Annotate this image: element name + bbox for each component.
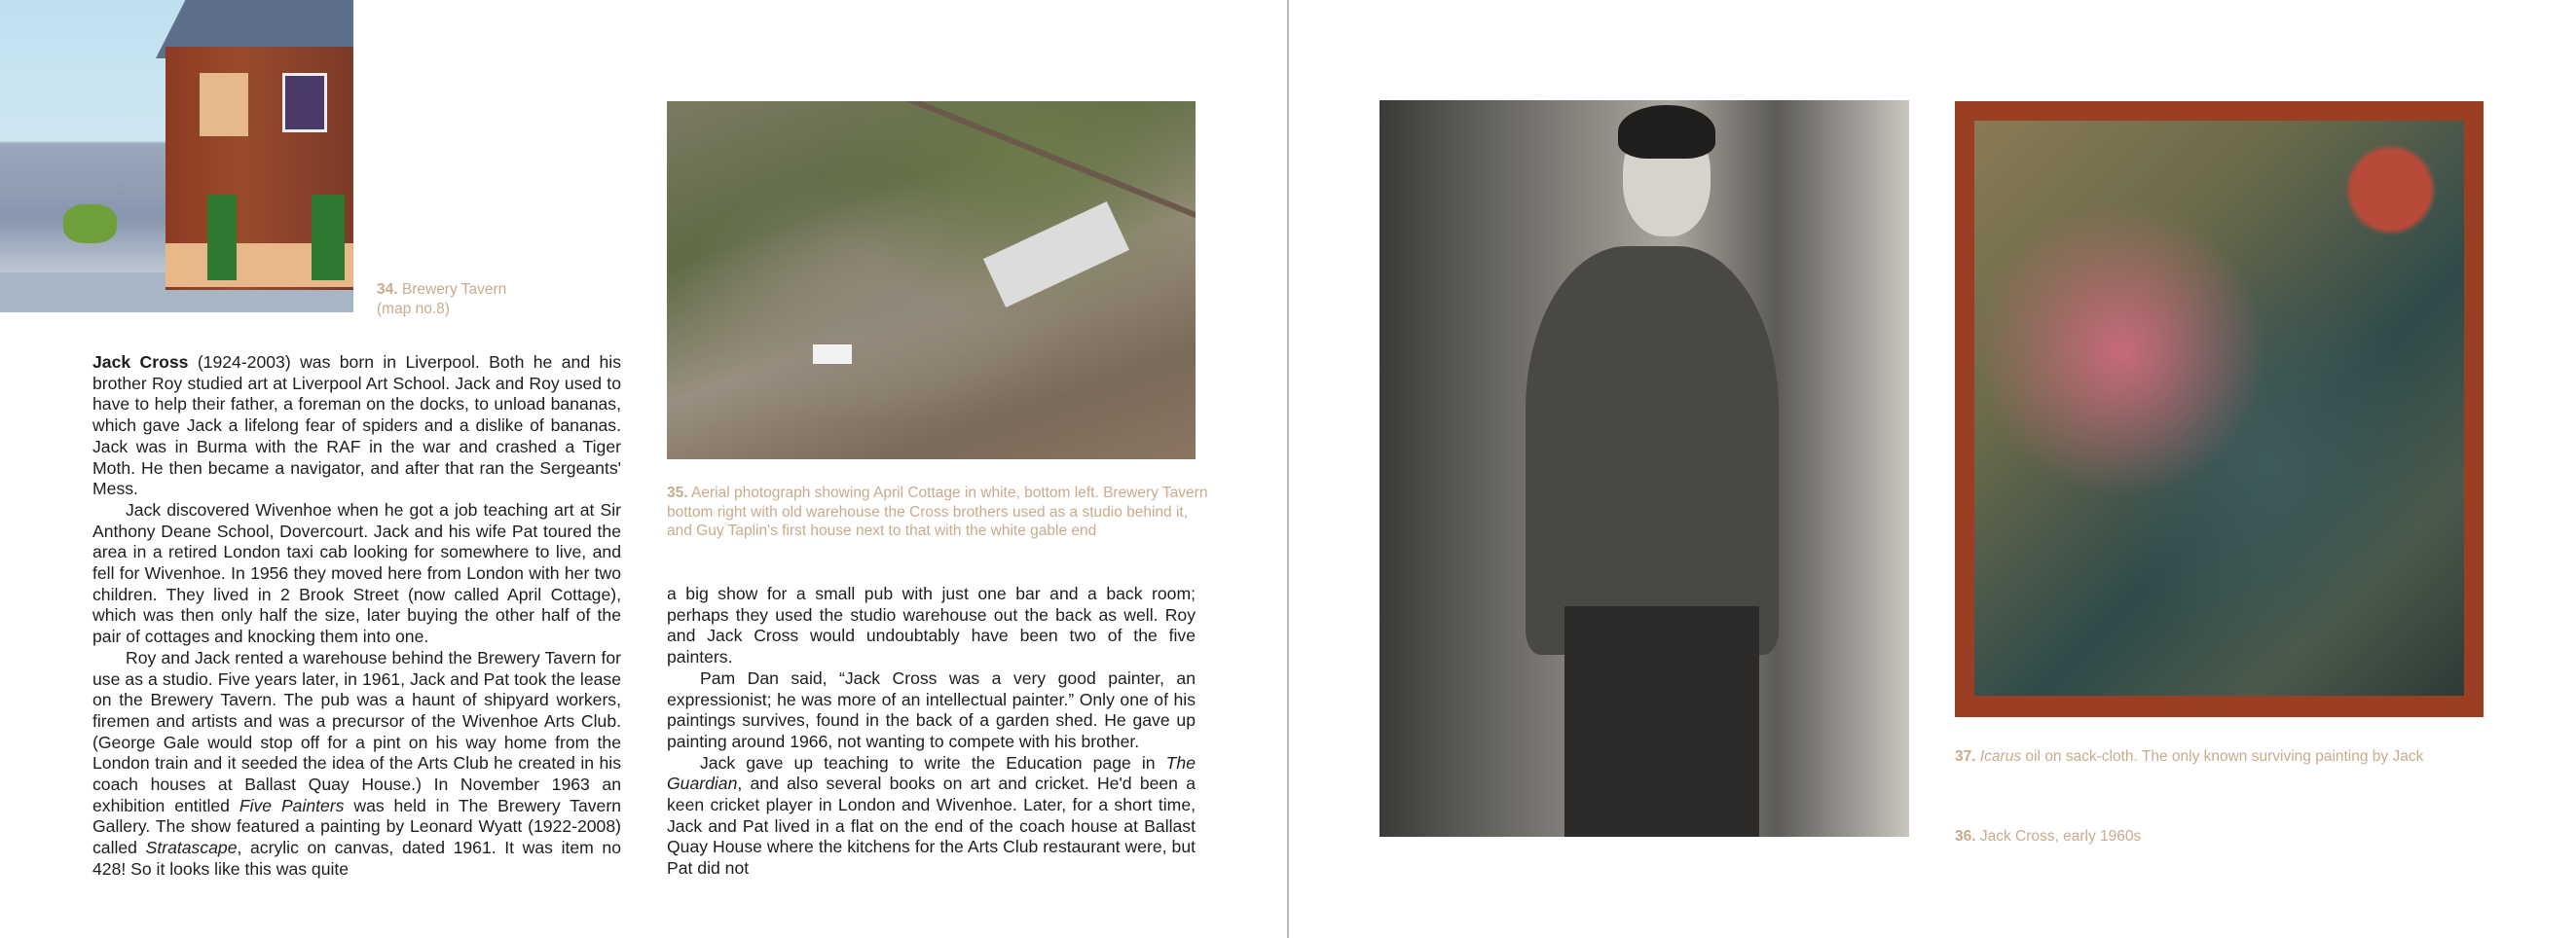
bush: [63, 204, 117, 243]
newspaper-title: The Guardian: [667, 752, 1196, 794]
paragraph: Jack discovered Wivenhoe when he got a job teaching art at Sir Anthony Deane School, Dovercourt. Jack and his wife Pat toured the area in a retired London taxi cab looking for somewhere to live, and fell for Wivenhoe. In 1956 they moved here from London with her two children. They lived in 2 Brook Street (now called April Cottage), which was then only half the size, later buying the other half of the pair of cottages and knocking them into one.: [92, 499, 621, 647]
figure-number: 36.: [1955, 828, 1976, 845]
body-column-2: [667, 584, 1196, 880]
figure-number: 37.: [1955, 748, 1976, 765]
caption-text: Jack Cross, early 1960s: [1979, 828, 2142, 845]
caption-text-line2: (map no.8): [377, 300, 450, 317]
paragraph-text: was held in The Brewery Tavern Gallery. The show featured a painting by Leonard Wyatt (1922-2008) called: [92, 795, 621, 858]
pub-sign: [200, 73, 248, 136]
paragraph: [92, 352, 621, 500]
april-cottage: [813, 344, 852, 364]
person-name: Jack Cross: [92, 352, 189, 372]
painting-canvas: [1974, 121, 2464, 696]
paragraph-text: , acrylic on canvas, dated 1961. It was item no 428! So it looks like this was quite: [92, 838, 621, 879]
side-door: [312, 195, 345, 280]
book-spine: [1287, 0, 1289, 938]
paragraph-text: Jack gave up teaching to write the Education page in: [700, 752, 1166, 773]
jack-cross-portrait-photo: [1380, 100, 1909, 837]
caption-fig34: [377, 280, 506, 318]
icarus-painting: [1955, 101, 2484, 717]
caption-fig36: [1955, 827, 2141, 847]
figure-number: 34.: [377, 281, 398, 298]
window: [282, 73, 327, 132]
warehouse: [983, 201, 1129, 307]
brewery-tavern-image: [0, 0, 353, 312]
caption-text: Brewery Tavern: [401, 281, 507, 298]
paragraph: a big show for a small pub with just one bar and a back room; perhaps they used the studio warehouse out the back as well. Roy and Jack Cross would undoubtably have been two of the five painters.: [667, 584, 1196, 667]
aerial-photograph: [667, 101, 1196, 459]
caption-text: Aerial photograph showing April Cottage in white, bottom left. Brewery Tavern bottom right with old warehouse the Cross brothers used as a studio behind it, and Guy Taplin's first house next to that with the white gable end: [667, 485, 1208, 539]
caption-fig37: [1955, 747, 2423, 767]
paragraph-text: , and also several books on art and cricket. He'd been a keen cricket player in London and Wivenhoe. Later, for a short time, Jack and Pat lived in a flat on the end of the coach house at Ballast Quay House where the kitchens for the Arts Club restaurant were, but Pat did not: [667, 774, 1196, 879]
body-column-1: [92, 352, 621, 881]
painting-title: Icarus: [1979, 748, 2022, 765]
figure-hair: [1618, 105, 1715, 159]
paragraph: [92, 648, 621, 881]
caption-text: oil on sack-cloth. The only known surviving painting by Jack: [2021, 748, 2424, 765]
painting-title: Stratascape: [145, 838, 238, 858]
exhibition-title: Five Painters: [239, 795, 345, 815]
front-door: [207, 195, 237, 280]
paragraph-text: (1924-2003) was born in Liverpool. Both he and his brother Roy studied art at Liverpool Art School. Jack and Roy used to have to help their father, a foreman on the docks, to unload bananas, which gave Jack a lifelong fear of spiders and a dislike of bananas. Jack was in Burma with the RAF in the war and crashed a Tiger Moth. He then became a navigator, and after that ran the Sergeants' Mess.: [92, 352, 621, 499]
figure-torso: [1526, 246, 1779, 655]
caption-fig35: [667, 484, 1212, 541]
figure-legs: [1564, 606, 1759, 837]
figure-number: 35.: [667, 485, 688, 501]
paragraph-text: Roy and Jack rented a warehouse behind the Brewery Tavern for use as a studio. Five years later, in 1961, Jack and Pat took the lease on the Brewery Tavern. The pub was a haunt of shipyard workers, firemen and artists and was a precursor of the Wivenhoe Arts Club. (George Gale would stop off for a pint on his way home from the London train and it seeded the idea of the Arts Club he created in his coach houses at Ballast Quay House.) In November 1963 an exhibition entitled: [92, 647, 621, 815]
paragraph: Pam Dan said, “Jack Cross was a very good painter, an expressionist; he was more of an intellectual painter.” Only one of his paintings survives, found in the back of a garden shed. He gave up painting around 1966, not wanting to compete with his brother.: [667, 667, 1196, 751]
paragraph: [667, 753, 1196, 880]
railway-line: [799, 101, 1196, 234]
